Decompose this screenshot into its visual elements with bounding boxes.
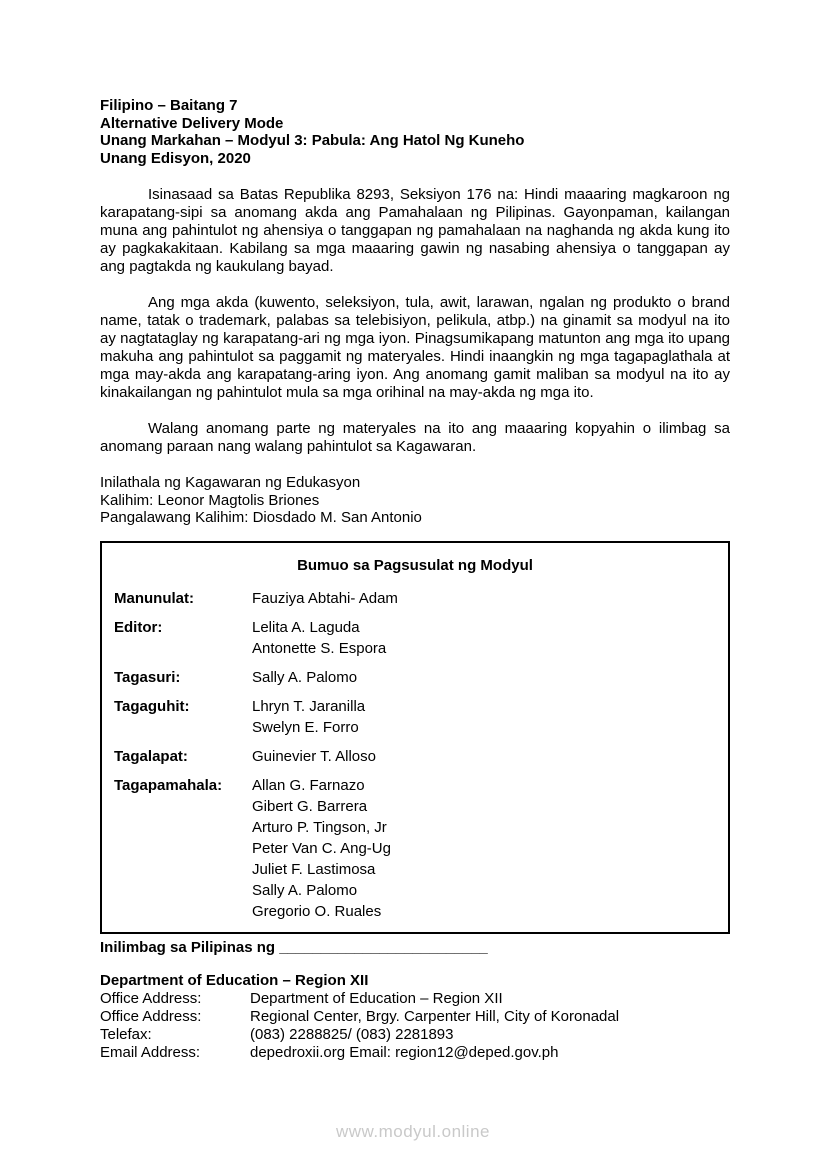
credits-role-label: Editor: [114,618,163,636]
credits-name: Fauziya Abtahi- Adam [252,589,398,607]
publisher-block [100,474,730,527]
office-address-row [100,990,730,1008]
credits-row-layout-artist [114,746,716,767]
module-delivery-mode-line: Alternative Delivery Mode [100,114,284,132]
copyright-paragraph-2: Ang mga akda (kuwento, seleksiyon, tula, awit, larawan, ngalan ng produkto o brand name, tatak o trademark, palabas sa telebisiyon, pelikula, atbp.) na ginamit sa modyul na ito ay nagtataglay ng karapatang-ari ng mga iyon. Pinagsumikapang matunton ang mga ito upang makuha ang pahintulot sa paggamit ng materyales. Hindi inaangkin ng mga tagapaglathala at mga may-akda ang karapatang-aring iyon. Ang anomang gamit maliban sa modyul na ito ay kinakailangan ng pahintulot mula sa mga orihinal na may-akda ng mga ito. [100,294,730,401]
credits-role-label: Manunulat: [114,589,194,607]
credits-name: Juliet F. Lastimosa [252,860,376,878]
office-row-value: (083) 2288825/ (083) 2281893 [250,1025,454,1043]
credits-row-editor [114,617,716,659]
credits-names [252,617,716,659]
credits-names [252,746,716,767]
office-row-label: Telefax: [100,1025,152,1043]
printed-in-philippines-line: Inilimbag sa Pilipinas ng _________________________ [100,938,488,956]
telefax-row [100,1026,730,1044]
credits-row-illustrator [114,696,716,738]
undersecretary-line: Pangalawang Kalihim: Diosdado M. San Antonio [100,509,422,526]
office-row-value: Department of Education – Region XII [250,989,503,1007]
credits-names [252,667,716,688]
credits-name: Swelyn E. Forro [252,718,359,736]
credits-name: Arturo P. Tingson, Jr [252,818,387,836]
development-team-title: Bumuo sa Pagsusulat ng Modyul [297,556,533,574]
credits-name: Guinevier T. Alloso [252,747,376,765]
office-row-value: depedroxii.org Email: region12@deped.gov.ph [250,1043,559,1061]
office-address-row [100,1008,730,1026]
credits-row-writer [114,588,716,609]
credits-name: Sally A. Palomo [252,668,358,686]
credits-names [252,696,716,738]
credits-name: Lhryn T. Jaranilla [252,697,366,715]
publisher-line: Inilathala ng Kagawaran ng Edukasyon [100,474,361,491]
credits-names [252,775,716,922]
office-row-value: Regional Center, Brgy. Carpenter Hill, City of Koronadal [250,1007,620,1025]
credits-name: Allan G. Farnazo [252,776,365,794]
credits-name: Gregorio O. Ruales [252,902,382,920]
module-header [100,97,730,167]
credits-name: Sally A. Palomo [252,881,358,899]
office-heading: Department of Education – Region XII [100,971,369,989]
module-subject-line: Filipino – Baitang 7 [100,97,238,114]
website-watermark: www.modyul.online [335,1122,490,1141]
document-page [100,97,730,1062]
development-team-box [100,541,730,934]
office-row-label: Office Address: [100,1007,202,1025]
module-edition-line: Unang Edisyon, 2020 [100,149,251,167]
office-row-label: Email Address: [100,1043,201,1061]
copyright-paragraph-1: Isinasaad sa Batas Republika 8293, Seksiyon 176 na: Hindi maaaring magkaroon ng karapatang-sipi sa anomang akda ang Pamahalaan ng Pilipinas. Gayonpaman, kailangan muna ang pahintulot ng ahensiya o tanggapan ng pamahalaan na naghanda ng akda kung ito ay pagkakakitaan. Kabilang sa mga maaaring gawin ng nasabing ahensiya o tanggapan ay ang pagtakda ng kaukulang bayad. [100,186,730,275]
credits-name: Gibert G. Barrera [252,797,368,815]
credits-names [252,588,716,609]
module-title-line: Unang Markahan – Modyul 3: Pabula: Ang Hatol Ng Kuneho [100,132,525,149]
copyright-paragraph-3: Walang anomang parte ng materyales na ito ang maaaring kopyahin o ilimbag sa anomang paraan nang walang pahintulot sa Kagawaran. [100,420,730,455]
credits-role-label: Tagalapat: [114,747,188,765]
credits-name: Antonette S. Espora [252,639,387,657]
credits-row-management [114,775,716,922]
credits-role-label: Tagaguhit: [114,697,190,715]
credits-role-label: Tagapamahala: [114,776,223,794]
credits-row-reviewer [114,667,716,688]
credits-role-label: Tagasuri: [114,668,181,686]
email-address-row [100,1044,730,1062]
credits-name: Lelita A. Laguda [252,618,360,636]
secretary-line: Kalihim: Leonor Magtolis Briones [100,491,320,509]
credits-name: Peter Van C. Ang-Ug [252,839,391,857]
office-row-label: Office Address: [100,989,202,1007]
